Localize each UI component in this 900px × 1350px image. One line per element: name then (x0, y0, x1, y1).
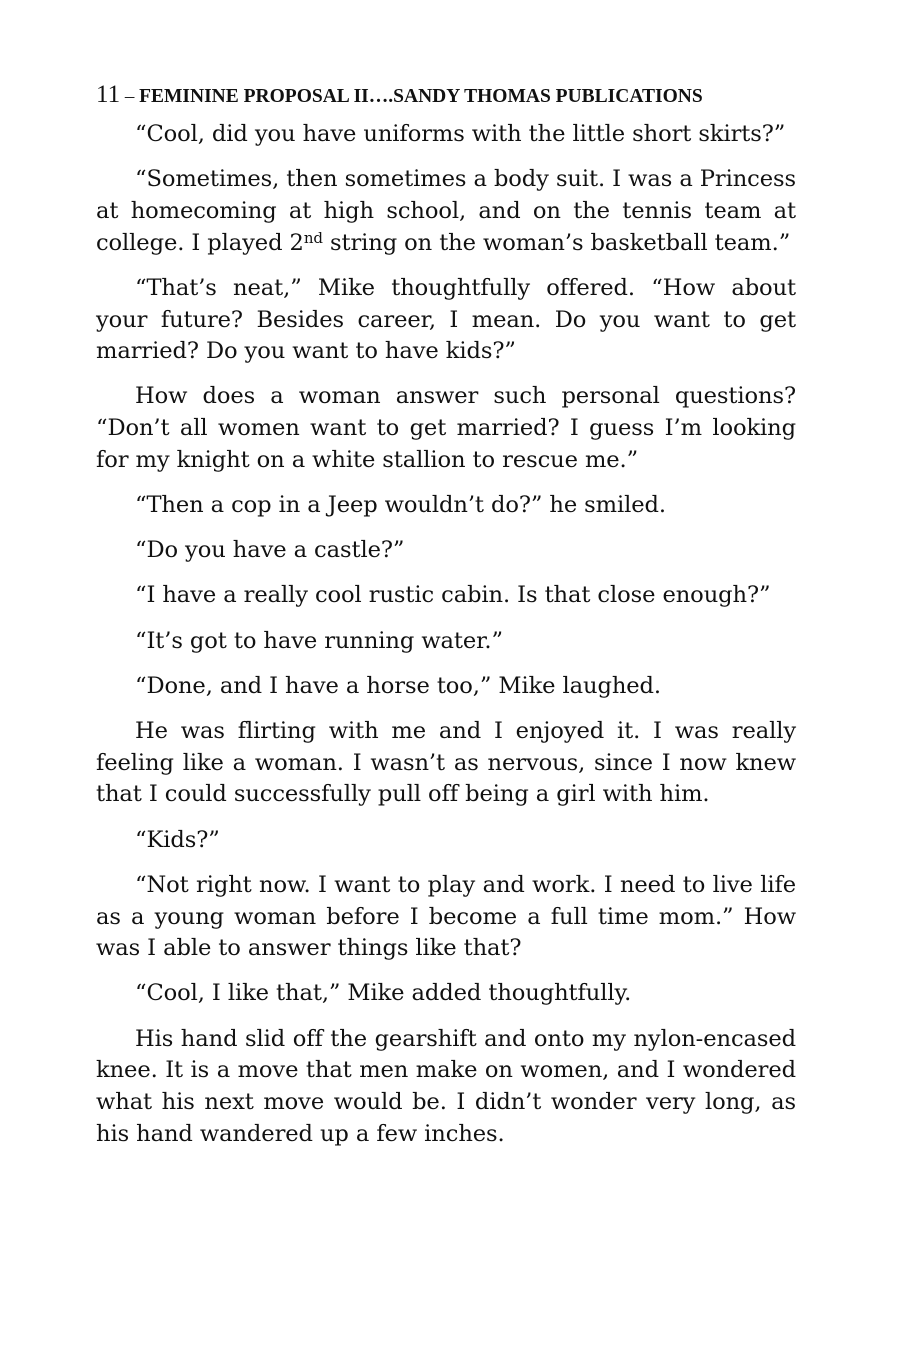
paragraph: “Done, and I have a horse too,” Mike laughed. (135, 672, 662, 699)
book-page (96, 80, 796, 1164)
header-separator: – (120, 86, 140, 107)
paragraph: He was flirting with me and I enjoyed it. I was really feeling like a woman. I wasn’t as nervous, since I now knew that I could successfully pull off being a girl with him. (96, 718, 796, 808)
page-number: 11 (96, 81, 121, 108)
running-header (96, 80, 796, 113)
paragraph: His hand slid off the gearshift and onto my nylon-encased knee. It is a move that men make on women, and I wondered what his next move would be. I didn’t wonder very long, as his hand wandered up a few inches. (96, 1025, 796, 1147)
paragraph: How does a woman answer such personal questions? “Don’t all women want to get married? I guess I’m looking for my knight on a white stallion to rescue me.” (96, 383, 796, 473)
paragraph: “That’s neat,” Mike thoughtfully offered. “How about your future? Besides career, I mean. Do you want to get married? Do you want to have kids?” (96, 274, 796, 365)
paragraph: “Not right now. I want to play and work. I need to live life as a young woman before I become a full time mom.” How was I able to answer things like that? (96, 871, 796, 962)
paragraph-text: “Sometimes, then sometimes a body suit. I was a Princess at homecoming at high school, and on the tennis team at college. I played 2 (96, 166, 796, 256)
paragraph: “Do you have a castle?” (135, 537, 405, 564)
paragraph: “Cool, I like that,” Mike added thoughtfully. (135, 980, 632, 1007)
running-title: FEMININE PROPOSAL II….SANDY THOMAS PUBLICATIONS (139, 86, 703, 107)
paragraph: “It’s got to have running water.” (135, 627, 503, 654)
paragraph (96, 164, 796, 259)
paragraph: “I have a really cool rustic cabin. Is that close enough?” (135, 582, 771, 609)
ordinal-suffix: nd (303, 228, 323, 247)
paragraph: “Kids?” (135, 826, 220, 853)
paragraph: “Cool, did you have uniforms with the little short skirts?” (135, 121, 786, 147)
paragraph: “Then a cop in a Jeep wouldn’t do?” he smiled. (135, 492, 666, 519)
paragraph-text: string on the woman’s basketball team.” (322, 229, 791, 256)
